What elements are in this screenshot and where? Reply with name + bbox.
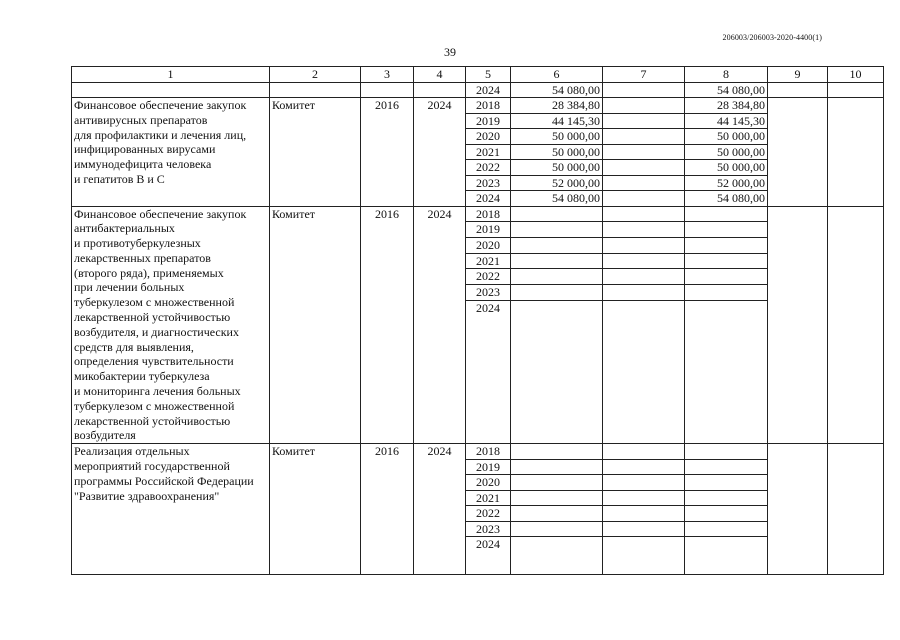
year-cell: 2022 [466, 506, 511, 522]
cell [603, 253, 685, 269]
cell [603, 222, 685, 238]
year-cell: 2023 [466, 521, 511, 537]
cell [828, 98, 884, 207]
cell [511, 506, 603, 522]
year-cell: 2021 [466, 144, 511, 160]
amount-cell: 52 000,00 [685, 175, 768, 191]
cell [685, 506, 768, 522]
cell [685, 237, 768, 253]
cell [603, 175, 685, 191]
cell [603, 160, 685, 176]
amount-cell: 50 000,00 [511, 144, 603, 160]
amount-cell: 50 000,00 [511, 160, 603, 176]
cell [603, 269, 685, 285]
year-cell: 2022 [466, 269, 511, 285]
cell [511, 475, 603, 491]
cell [603, 237, 685, 253]
cell [511, 521, 603, 537]
year-cell: 2024 [466, 82, 511, 98]
cell [603, 521, 685, 537]
column-header: 1 [72, 67, 270, 83]
cell [511, 300, 603, 443]
year-cell: 2020 [466, 129, 511, 145]
cell [603, 459, 685, 475]
carry-over-row [72, 82, 884, 98]
cell [685, 206, 768, 222]
year-cell: 2023 [466, 175, 511, 191]
activity-description: Финансовое обеспечение закупок антивирусных препаратов для профилактики и лечения лиц, инфицированных вирусами иммунодефицита человека и гепатитов B и C [72, 98, 270, 207]
executor-cell: Комитет [270, 206, 361, 444]
start-year-cell: 2016 [361, 98, 414, 207]
cell [768, 82, 828, 98]
column-header: 6 [511, 67, 603, 83]
cell [828, 82, 884, 98]
amount-cell: 54 080,00 [685, 191, 768, 207]
cell [511, 253, 603, 269]
cell [685, 269, 768, 285]
document-id: 206003/206003-2020-4400(1) [722, 33, 822, 42]
amount-cell: 50 000,00 [511, 129, 603, 145]
end-year-cell: 2024 [414, 98, 466, 207]
cell [685, 490, 768, 506]
year-cell: 2018 [466, 206, 511, 222]
year-cell: 2019 [466, 222, 511, 238]
year-cell: 2021 [466, 253, 511, 269]
activity-description: Реализация отдельных мероприятий государственной программы Российской Федерации "Развитие здравоохранения" [72, 444, 270, 575]
cell [511, 285, 603, 301]
column-header: 5 [466, 67, 511, 83]
start-year-cell: 2016 [361, 206, 414, 444]
cell [603, 98, 685, 114]
table-row [72, 206, 884, 222]
column-header: 8 [685, 67, 768, 83]
year-cell: 2018 [466, 444, 511, 460]
amount-cell: 50 000,00 [685, 144, 768, 160]
cell [603, 191, 685, 207]
cell [768, 206, 828, 444]
cell [603, 444, 685, 460]
start-year-cell: 2016 [361, 444, 414, 575]
year-cell: 2020 [466, 237, 511, 253]
cell [603, 475, 685, 491]
cell [685, 521, 768, 537]
year-cell: 2019 [466, 459, 511, 475]
column-header: 9 [768, 67, 828, 83]
end-year-cell: 2024 [414, 444, 466, 575]
column-header: 2 [270, 67, 361, 83]
cell [511, 537, 603, 575]
cell [270, 82, 361, 98]
cell [828, 444, 884, 575]
table-row [72, 98, 884, 114]
executor-cell: Комитет [270, 444, 361, 575]
amount-cell: 50 000,00 [685, 129, 768, 145]
cell [603, 490, 685, 506]
amount-cell: 54 080,00 [685, 82, 768, 98]
cell [828, 206, 884, 444]
amount-cell: 28 384,80 [511, 98, 603, 114]
page-number: 39 [444, 45, 456, 59]
end-year-cell: 2024 [414, 206, 466, 444]
cell [603, 285, 685, 301]
cell [685, 475, 768, 491]
cell [603, 129, 685, 145]
cell [603, 506, 685, 522]
table-row [72, 444, 884, 460]
cell [361, 82, 414, 98]
year-cell: 2024 [466, 300, 511, 443]
amount-cell: 54 080,00 [511, 82, 603, 98]
cell [603, 113, 685, 129]
executor-cell: Комитет [270, 98, 361, 207]
column-header: 3 [361, 67, 414, 83]
year-cell: 2018 [466, 98, 511, 114]
cell [603, 82, 685, 98]
cell [685, 537, 768, 575]
amount-cell: 44 145,30 [685, 113, 768, 129]
budget-table [71, 66, 884, 575]
column-header: 7 [603, 67, 685, 83]
amount-cell: 28 384,80 [685, 98, 768, 114]
cell [685, 459, 768, 475]
year-cell: 2019 [466, 113, 511, 129]
cell [603, 300, 685, 443]
cell [72, 82, 270, 98]
cell [685, 222, 768, 238]
cell [603, 144, 685, 160]
cell [603, 206, 685, 222]
amount-cell: 50 000,00 [685, 160, 768, 176]
cell [685, 444, 768, 460]
cell [768, 98, 828, 207]
year-cell: 2020 [466, 475, 511, 491]
cell [685, 253, 768, 269]
cell [511, 444, 603, 460]
year-cell: 2024 [466, 537, 511, 575]
column-header: 4 [414, 67, 466, 83]
cell [511, 237, 603, 253]
cell [685, 300, 768, 443]
amount-cell: 52 000,00 [511, 175, 603, 191]
cell [414, 82, 466, 98]
cell [511, 206, 603, 222]
cell [511, 222, 603, 238]
cell [685, 285, 768, 301]
cell [768, 444, 828, 575]
year-cell: 2024 [466, 191, 511, 207]
year-cell: 2021 [466, 490, 511, 506]
cell [511, 459, 603, 475]
column-header: 10 [828, 67, 884, 83]
year-cell: 2022 [466, 160, 511, 176]
year-cell: 2023 [466, 285, 511, 301]
cell [511, 269, 603, 285]
cell [603, 537, 685, 575]
column-number-row [72, 67, 884, 83]
activity-description: Финансовое обеспечение закупок антибактериальных и противотуберкулезных лекарственных препаратов (второго ряда), применяемых при лечении больных туберкулезом с множественной лекарственной устойчивостью возбудителя, и диагностических средств для выявления, определения чувствительности микобактерии туберкулеза и мониторинга лечения больных туберкулезом с множественной лекарственной устойчивостью возбудителя [72, 206, 270, 444]
cell [511, 490, 603, 506]
amount-cell: 54 080,00 [511, 191, 603, 207]
amount-cell: 44 145,30 [511, 113, 603, 129]
